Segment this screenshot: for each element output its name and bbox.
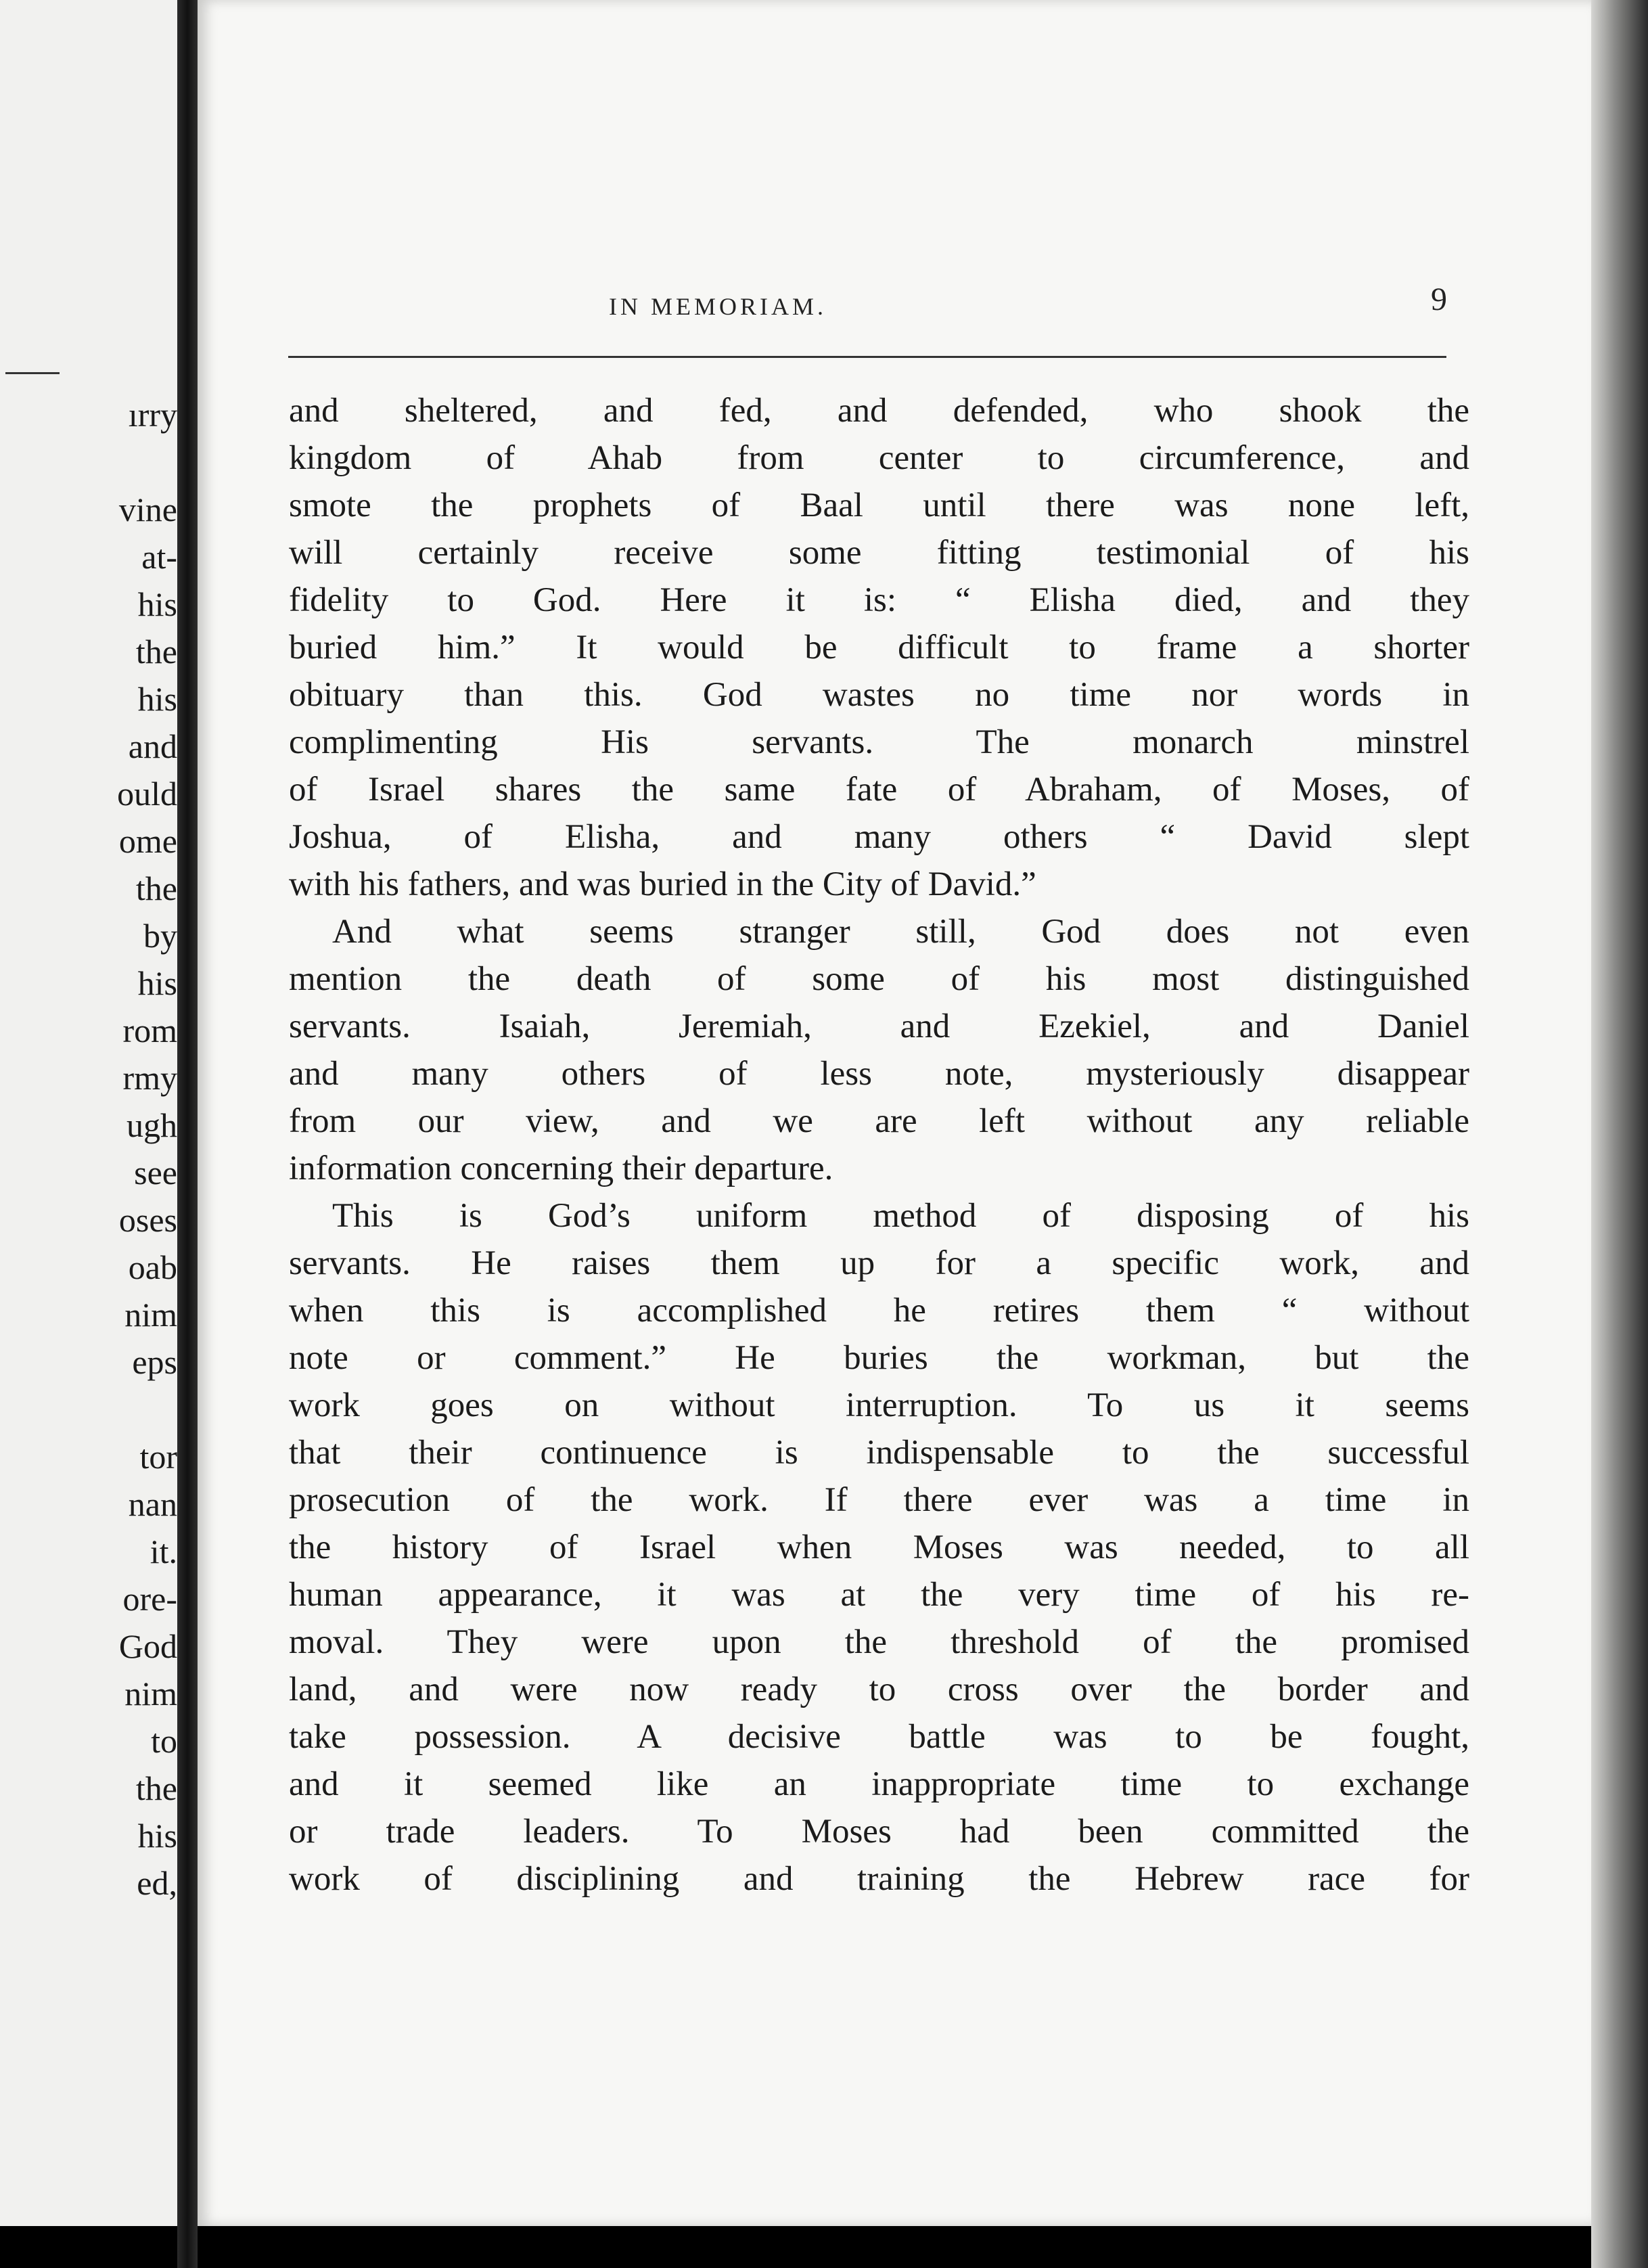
header-rule [288,356,1446,358]
running-head: IN MEMORIAM. [609,293,827,320]
text-line: servants. Isaiah, Jeremiah, and Ezekiel, and Daniel [289,1007,1469,1045]
facing-page-line: ore- [122,1580,177,1618]
facing-page-line: his [137,680,177,718]
facing-page-line: rom [122,1012,177,1049]
text-line: work of disciplining and training the Hebrew race for [289,1860,1469,1898]
facing-page-line: ome [118,822,177,860]
facing-page-line: his [137,964,177,1002]
text-line: prosecution of the work. If there ever was a time in [289,1481,1469,1519]
text-line: obituary than this. God wastes no time nor words in [289,676,1469,714]
text-line: or trade leaders. To Moses had been committed the [289,1813,1469,1851]
text-line: moval. They were upon the threshold of the promised [289,1623,1469,1661]
facing-page-line: and [128,727,177,765]
facing-page-line: at- [141,538,177,576]
book-gutter [177,0,198,2268]
text-line: and many others of less note, mysteriously disappear [289,1055,1469,1093]
text-line: from our view, and we are left without any reliable [289,1102,1469,1140]
text-line: take possession. A decisive battle was to be fought, [289,1718,1469,1756]
facing-page-line: ırry [128,396,177,434]
text-line: fidelity to God. Here it is: “ Elisha died, and they [289,581,1469,619]
page-edge-right [1591,0,1648,2268]
text-line: information concerning their departure. [289,1150,833,1187]
facing-page-line: his [137,585,177,623]
facing-page-left [0,0,181,2226]
paragraph-start-line: And what seems stranger still, God does not even [332,913,1469,951]
facing-page-line: by [143,917,177,955]
facing-page-line: eps [132,1343,177,1381]
text-line: mention the death of some of his most distinguished [289,960,1469,998]
facing-page-line: ed, [137,1864,177,1902]
facing-page-line: nan [128,1485,177,1523]
facing-page-line: ould [117,775,177,813]
text-line: and it seemed like an inappropriate time to exchange [289,1765,1469,1803]
facing-page-rule [5,372,60,374]
facing-page-line: see [134,1154,177,1192]
facing-page-line: his [137,1817,177,1855]
facing-page-line: nim [124,1675,177,1713]
text-line: with his fathers, and was buried in the City of David.” [289,865,1036,903]
text-line: will certainly receive some fitting testimonial of his [289,534,1469,572]
facing-page-line: it. [150,1533,177,1570]
facing-page-line: tor [139,1438,177,1476]
paragraph-start-line: This is God’s uniform method of disposing of his [332,1197,1469,1235]
text-line: and sheltered, and fed, and defended, who shook the [289,392,1469,430]
facing-page-line: vine [118,491,177,528]
text-line: of Israel shares the same fate of Abraham, of Moses, of [289,771,1469,809]
text-line: when this is accomplished he retires them “ without [289,1292,1469,1330]
facing-page-line: oses [118,1201,177,1239]
text-line: smote the prophets of Baal until there was none left, [289,486,1469,524]
text-line: servants. He raises them up for a specific work, and [289,1244,1469,1282]
text-line: work goes on without interruption. To us it seems [289,1386,1469,1424]
text-line: Joshua, of Elisha, and many others “ David slept [289,818,1469,856]
facing-page-line: God [118,1627,177,1665]
facing-page-line: the [135,633,177,671]
text-line: that their continuence is indispensable to the successful [289,1434,1469,1472]
text-line: note or comment.” He buries the workman, but the [289,1339,1469,1377]
text-line: the history of Israel when Moses was needed, to all [289,1528,1469,1566]
text-line: kingdom of Ahab from center to circumference, and [289,439,1469,477]
facing-page-line: the [135,869,177,907]
facing-page-line: nim [124,1296,177,1334]
text-line: buried him.” It would be difficult to frame a shorter [289,629,1469,666]
text-line: complimenting His servants. The monarch minstrel [289,723,1469,761]
facing-page-line: ugh [127,1106,177,1144]
text-line: human appearance, it was at the very time of his re- [289,1576,1469,1614]
book-page [198,0,1591,2226]
facing-page-line: rmy [122,1059,177,1097]
facing-page-line: to [151,1722,177,1760]
body-text [289,387,1469,1903]
page-number: 9 [1431,281,1447,317]
text-line: land, and were now ready to cross over the border and [289,1671,1469,1708]
facing-page-line: the [135,1769,177,1807]
facing-page-line: oab [128,1248,177,1286]
